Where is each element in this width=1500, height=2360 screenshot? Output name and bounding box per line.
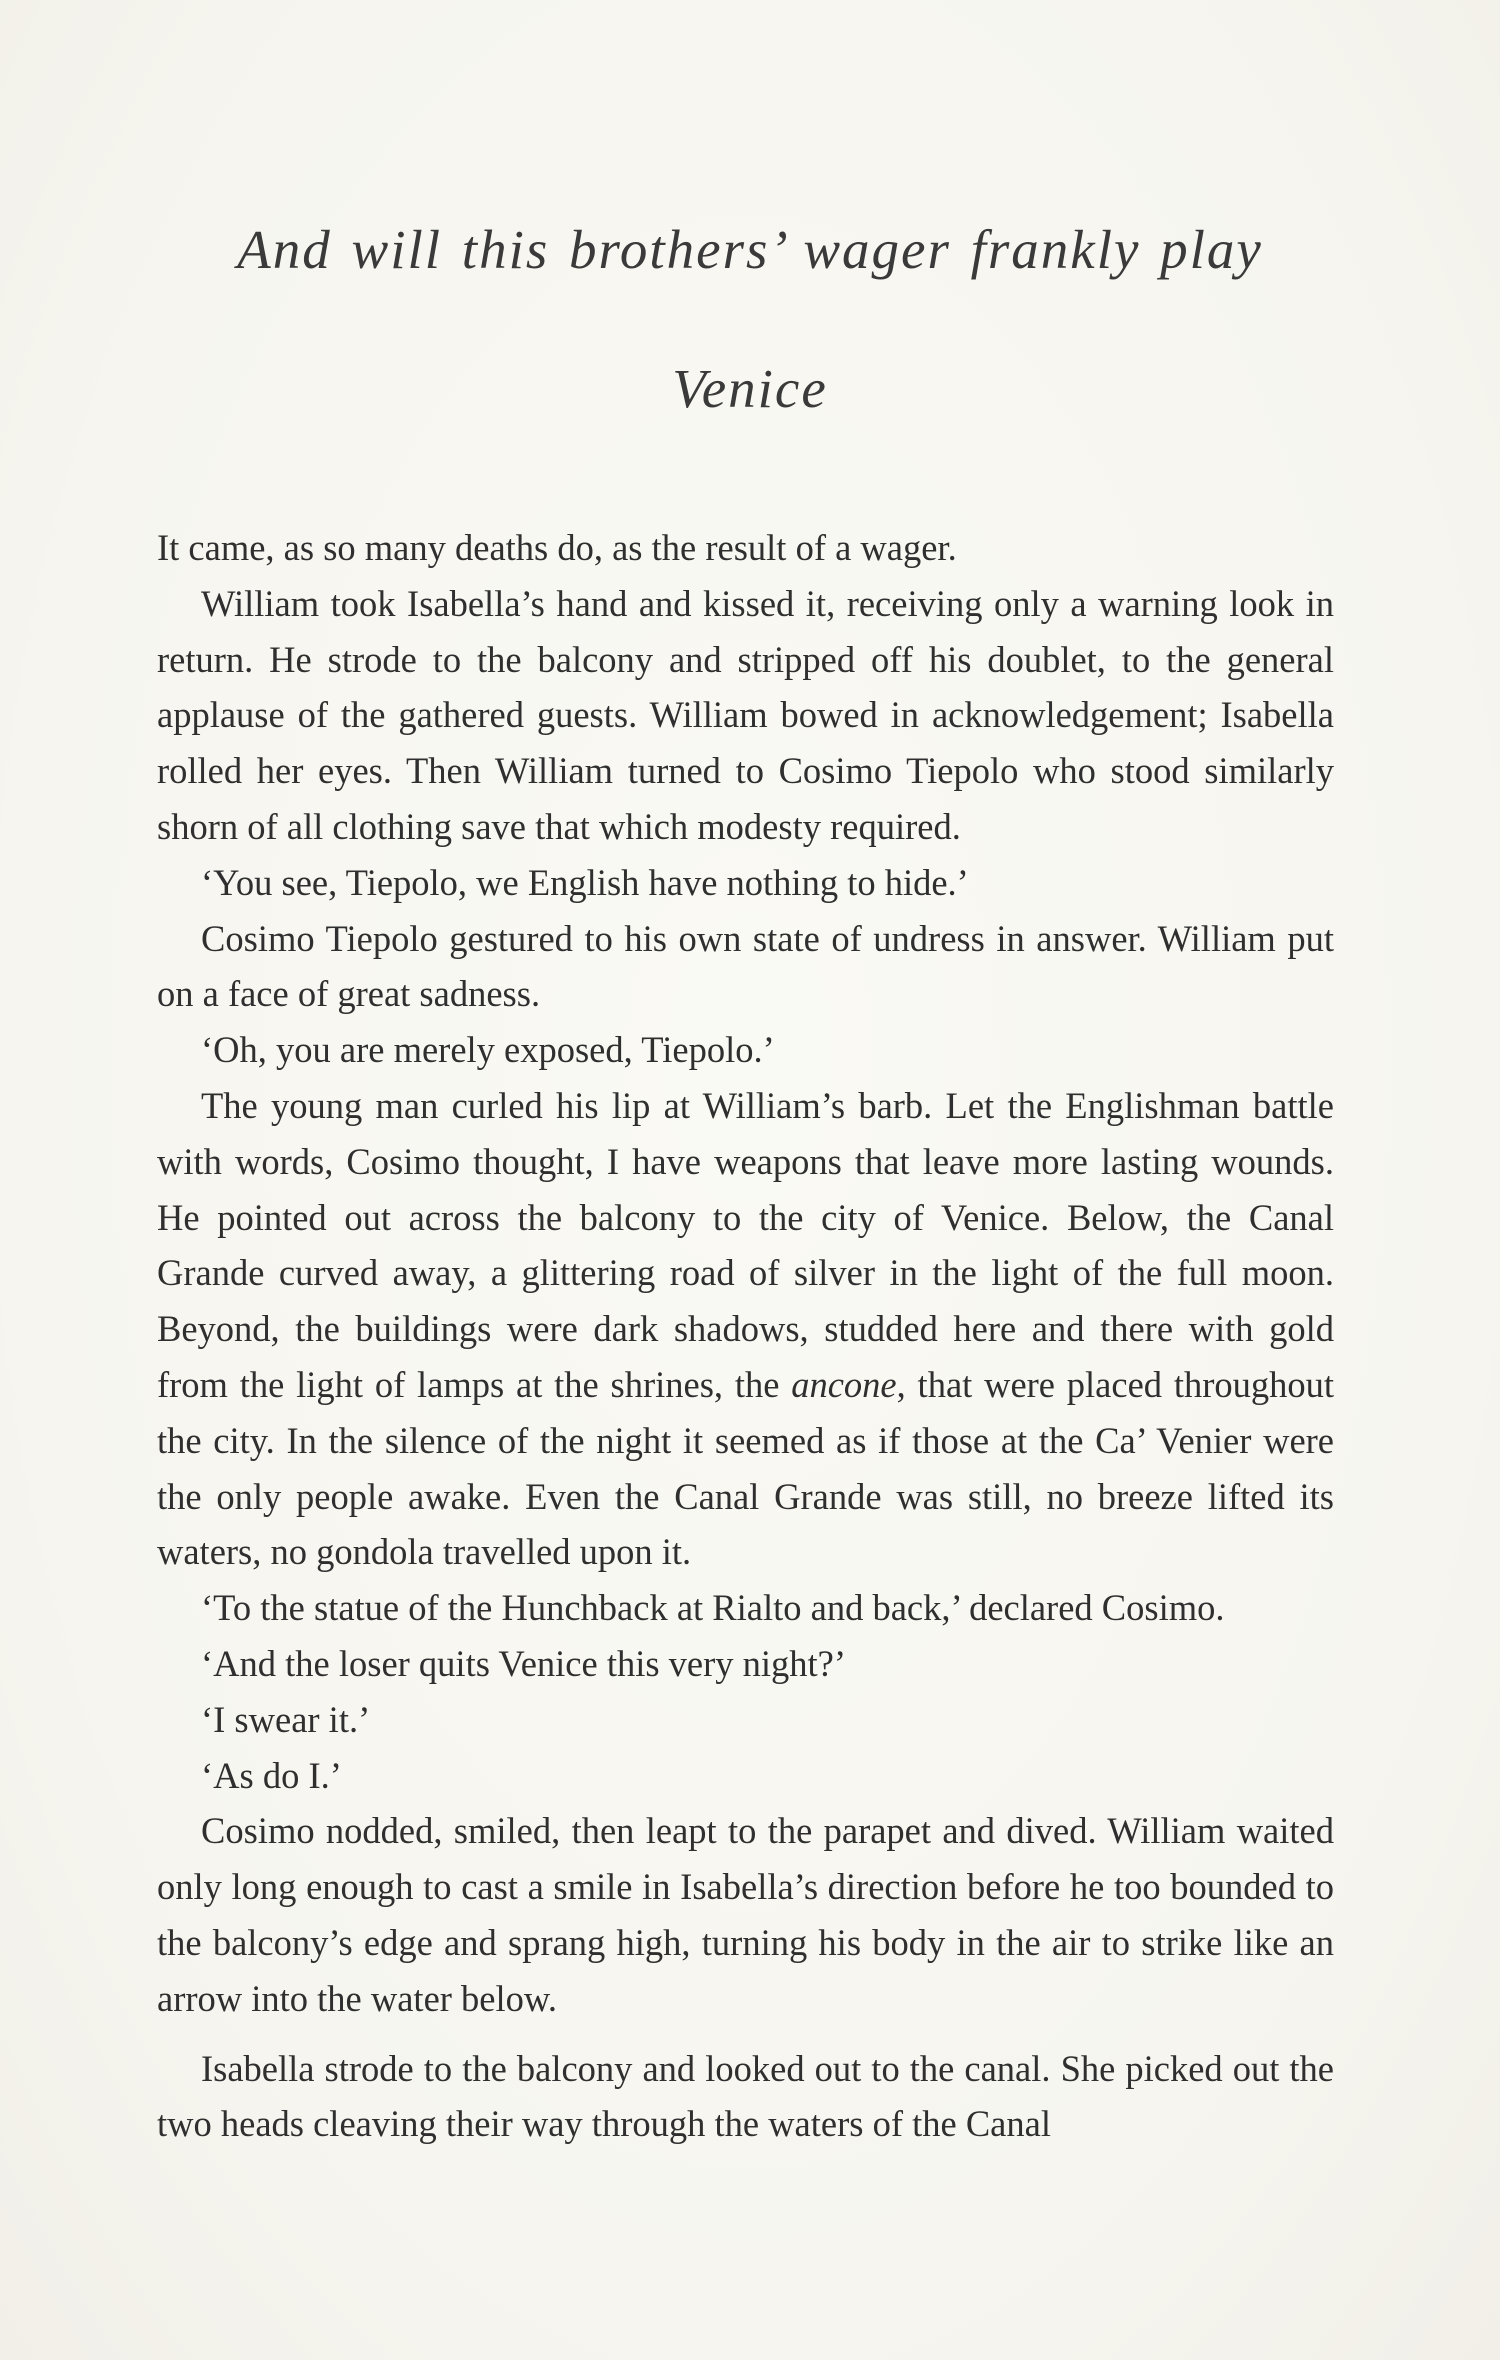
italic-term: ancone	[791, 1363, 897, 1405]
paragraph	[157, 1078, 1334, 1580]
paragraph-text: , that were placed throughout the city. In the silence of the night it seemed as if those at the Ca’ Venier were the only people awake. Even the Canal Grande was still, no breeze lifted its waters, no gondola travelled upon it.	[157, 1363, 1335, 1573]
paragraph: ‘To the statue of the Hunchback at Rialto and back,’ declared Cosimo.	[201, 1587, 1225, 1629]
paragraph: Cosimo nodded, smiled, then leapt to the parapet and dived. William waited only long enough to cast a smile in Isabella’s direction before he too bounded to the balcony’s edge and sprang high, turning his body in the air to strike like an arrow into the water below.	[157, 1810, 1334, 2019]
epigraph: And will this brothers’ wager frankly play	[237, 219, 1263, 280]
paragraph: ‘And the loser quits Venice this very night?’	[201, 1642, 847, 1684]
body-text	[157, 520, 1334, 2152]
paragraph-text: The young man curled his lip at William’s barb. Let the Englishman battle with words, Cosimo thought, I have weapons that leave more lasting wounds. He pointed out across the balcony to the city of Venice. Below, the Canal Grande curved away, a glittering road of silver in the light of the full moon. Beyond, the buildings were dark shadows, studded here and there with gold from the light of lamps at the shrines, the	[157, 1084, 1334, 1405]
chapter-title: Venice	[672, 358, 828, 419]
paragraph: ‘You see, Tiepolo, we English have nothing to hide.’	[201, 861, 969, 903]
paragraph: ‘As do I.’	[201, 1754, 342, 1796]
paragraph: William took Isabella’s hand and kissed it, receiving only a warning look in return. He strode to the balcony and stripped off his doublet, to the general applause of the gathered guests. William bowed in acknowledgement; Isabella rolled her eyes. Then William turned to Cosimo Tiepolo who stood similarly shorn of all clothing save that which modesty required.	[157, 582, 1334, 847]
paragraph: Cosimo Tiepolo gestured to his own state of undress in answer. William put on a face of great sadness.	[157, 917, 1334, 1015]
paragraph: It came, as so many deaths do, as the result of a wager.	[157, 527, 957, 568]
paragraph: Isabella strode to the balcony and looked out to the canal. She picked out the two heads cleaving their way through the waters of the Canal	[157, 2047, 1334, 2145]
paragraph: ‘I swear it.’	[201, 1698, 371, 1740]
paragraph: ‘Oh, you are merely exposed, Tiepolo.’	[201, 1029, 775, 1071]
